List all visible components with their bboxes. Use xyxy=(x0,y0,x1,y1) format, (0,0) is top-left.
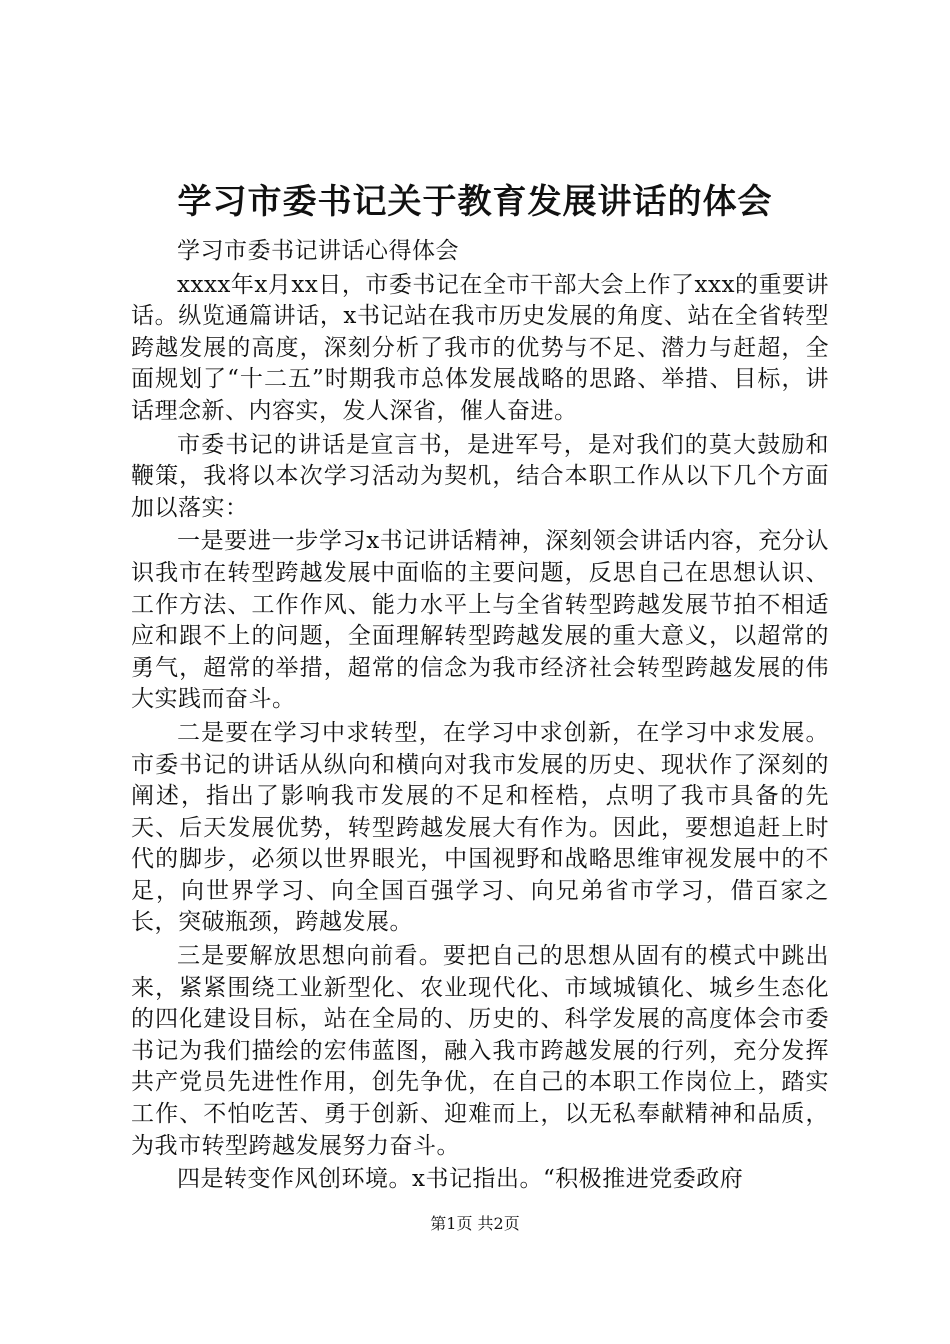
document-body xyxy=(131,236,829,1196)
document-title: 学习市委书记关于教育发展讲话的体会 xyxy=(177,182,773,222)
paragraph-intro: xxxx年x月xx日，市委书记在全市干部大会上作了xxx的重要讲话。纵览通篇讲话，x书记站在我市历史发展的角度、站在全省转型跨越发展的高度，深刻分析了我市的优势与不足、潜力与赶超，全面规划了“十二五”时期我市总体发展战略的思路、举措、目标，讲话理念新、内容实，发人深省，催人奋进。 xyxy=(131,271,829,424)
paragraph-commitment: 市委书记的讲话是宣言书，是进军号，是对我们的莫大鼓励和鞭策，我将以本次学习活动为契机，结合本职工作从以下几个方面加以落实： xyxy=(131,431,829,521)
paragraph-point-three: 三是要解放思想向前看。要把自己的思想从固有的模式中跳出来，紧紧围绕工业新型化、农业现代化、市域城镇化、城乡生态化的四化建设目标，站在全局的、历史的、科学发展的高度体会市委书记为我们描绘的宏伟蓝图，融入我市跨越发展的行列，充分发挥共产党员先进性作用，创先争优，在自己的本职工作岗位上，踏实工作、不怕吃苦、勇于创新、迎难而上，以无私奉献精神和品质，为我市转型跨越发展努力奋斗。 xyxy=(131,943,829,1159)
page-number-footer: 第1页 共2页 xyxy=(430,1214,520,1233)
paragraph-subtitle: 学习市委书记讲话心得体会 xyxy=(177,238,459,264)
paragraph-point-one: 一是要进一步学习x书记讲话精神，深刻领会讲话内容，充分认识我市在转型跨越发展中面临的主要问题，反思自己在思想认识、工作方法、工作作风、能力水平上与全省转型跨越发展节拍不相适应和跟不上的问题，全面理解转型跨越发展的重大意义，以超常的勇气，超常的举措，超常的信念为我市经济社会转型跨越发展的伟大实践而奋斗。 xyxy=(131,528,829,713)
paragraph-point-two: 二是要在学习中求转型，在学习中求创新，在学习中求发展。市委书记的讲话从纵向和横向对我市发展的历史、现状作了深刻的阐述，指出了影响我市发展的不足和桎梏，点明了我市具备的先天、后天发展优势，转型跨越发展大有作为。因此，要想追赶上时代的脚步，必须以世界眼光，中国视野和战略思维审视发展中的不足，向世界学习、向全国百强学习、向兄弟省市学习，借百家之长，突破瓶颈，跨越发展。 xyxy=(131,719,829,936)
paragraph-point-four: 四是转变作风创环境。x书记指出。“积极推进党委政府 xyxy=(177,1166,744,1193)
